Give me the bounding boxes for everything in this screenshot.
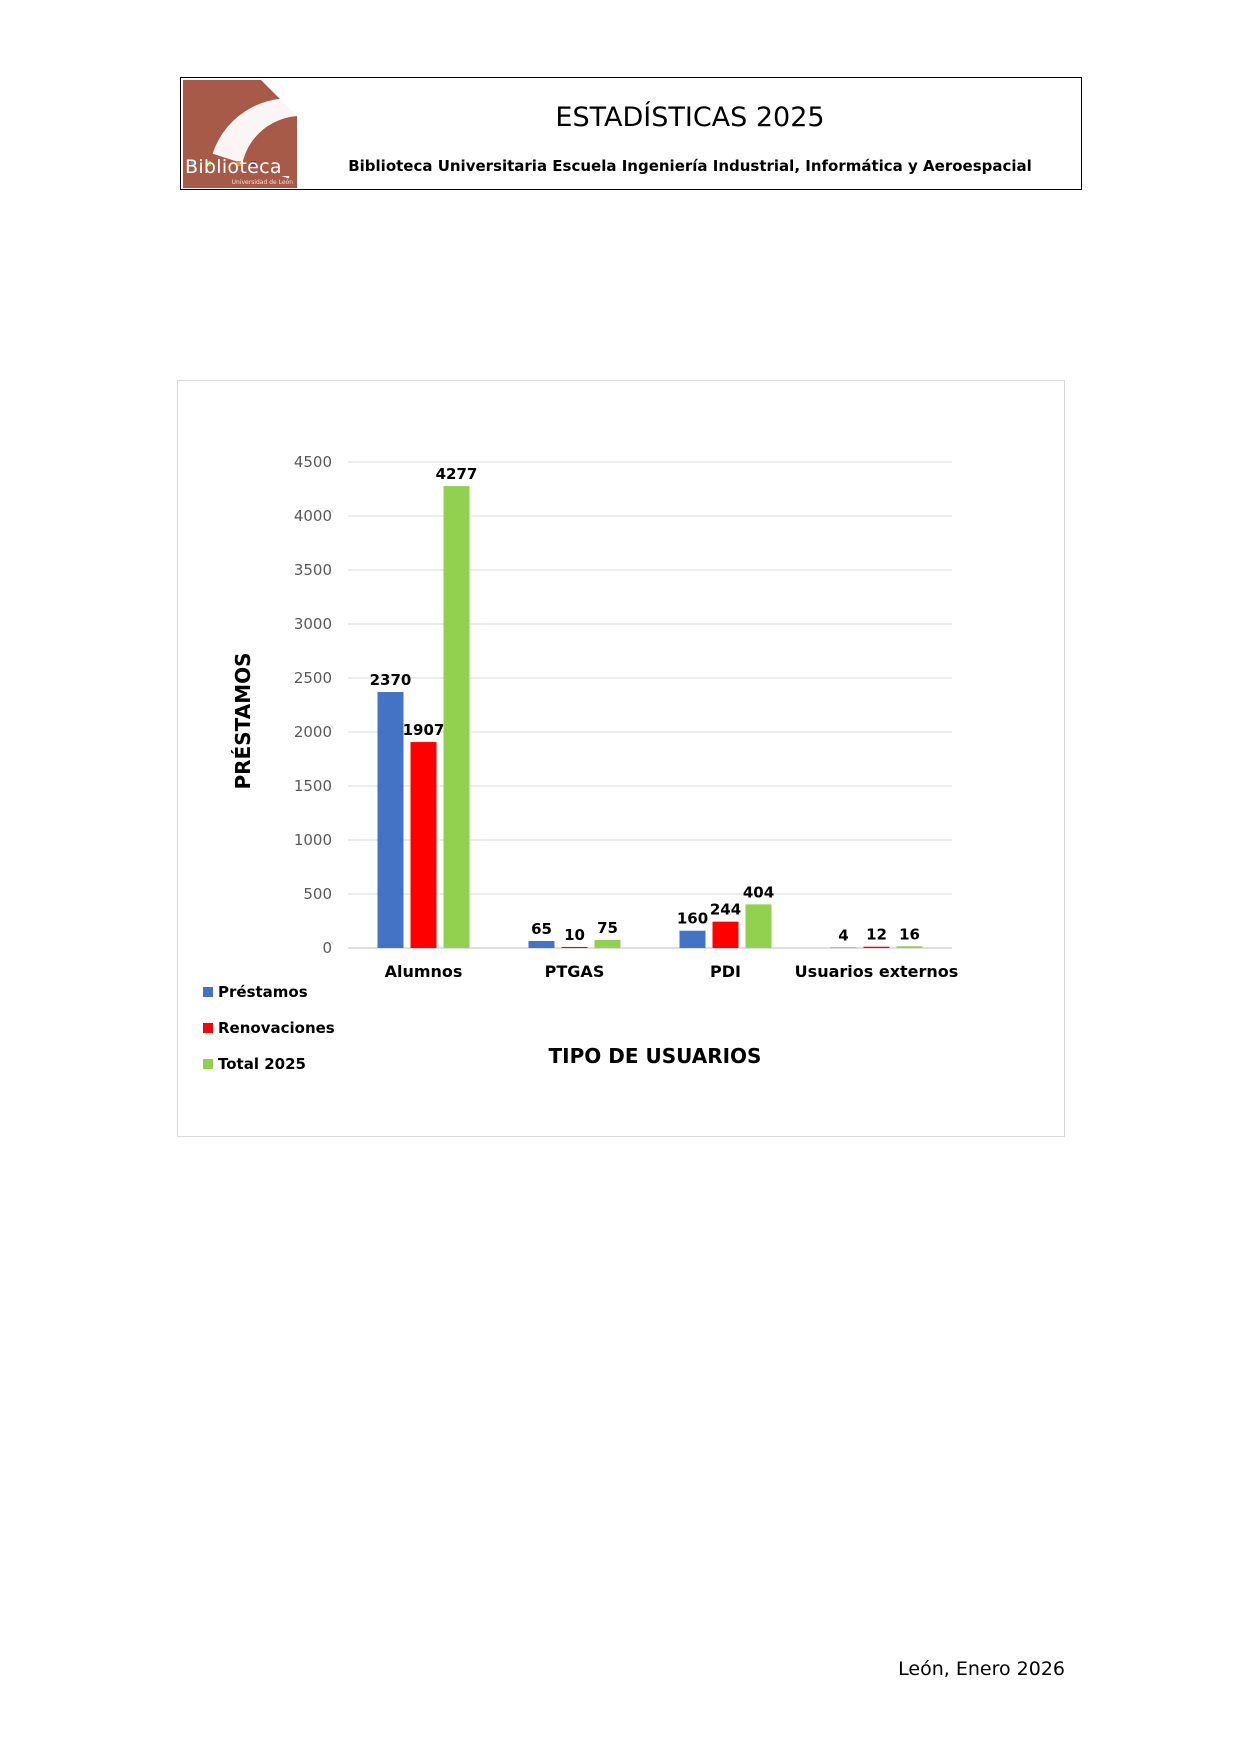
y-tick-label: 3000 xyxy=(293,615,332,633)
data-label: 65 xyxy=(531,919,552,938)
gridlines xyxy=(348,462,952,948)
bar xyxy=(680,931,706,948)
bar-chart xyxy=(178,381,1064,1136)
legend-swatch xyxy=(203,1059,213,1069)
legend xyxy=(203,983,335,1073)
y-tick-label: 500 xyxy=(303,885,332,903)
y-tick-label: 2500 xyxy=(293,669,332,687)
data-label: 12 xyxy=(866,925,887,944)
legend-label: Préstamos xyxy=(218,983,308,1001)
legend-swatch xyxy=(203,1023,213,1033)
x-axis-label: TIPO DE USUARIOS xyxy=(548,1044,762,1068)
page-header xyxy=(180,77,1082,190)
bar xyxy=(595,940,621,948)
bar xyxy=(378,692,404,948)
bar xyxy=(444,486,470,948)
page-subtitle: Biblioteca Universitaria Escuela Ingeniería Industrial, Informática y Aeroespacial xyxy=(348,157,1032,175)
y-tick-label: 4500 xyxy=(293,453,332,471)
data-label: 16 xyxy=(899,925,920,944)
bar xyxy=(897,946,923,948)
x-tick-label: Alumnos xyxy=(384,962,463,981)
data-label: 1907 xyxy=(402,721,445,740)
y-tick-label: 2000 xyxy=(293,723,332,741)
bar xyxy=(562,947,588,948)
y-tick-label: 0 xyxy=(322,939,332,957)
bar xyxy=(713,922,739,948)
legend-label: Total 2025 xyxy=(218,1055,306,1073)
page-title: ESTADÍSTICAS 2025 xyxy=(555,102,825,133)
data-label: 244 xyxy=(709,900,742,919)
bar xyxy=(411,742,437,948)
data-label: 160 xyxy=(676,909,709,928)
y-tick-label: 1500 xyxy=(293,777,332,795)
y-tick-label: 1000 xyxy=(293,831,332,849)
y-tick-labels xyxy=(294,453,332,957)
bar xyxy=(529,941,555,948)
y-tick-label: 4000 xyxy=(293,507,332,525)
data-label: 10 xyxy=(564,925,585,944)
bar xyxy=(864,947,890,948)
y-tick-label: 3500 xyxy=(293,561,332,579)
logo-word: Biblioteca xyxy=(185,156,282,178)
data-label: 4 xyxy=(838,926,849,945)
x-tick-labels xyxy=(385,962,959,981)
data-label: 75 xyxy=(597,918,618,937)
data-label: 2370 xyxy=(369,671,412,690)
legend-label: Renovaciones xyxy=(218,1019,335,1037)
chart-container xyxy=(177,380,1065,1137)
data-label: 404 xyxy=(742,883,775,902)
footer-date: León, Enero 2026 xyxy=(898,1658,1065,1680)
bars xyxy=(378,486,923,948)
biblioteca-logo xyxy=(183,80,297,188)
bar xyxy=(831,948,857,949)
data-label: 4277 xyxy=(435,465,478,484)
x-tick-label: Usuarios externos xyxy=(794,962,959,981)
logo-subtext: Universidad de León xyxy=(231,179,293,186)
y-axis-label: PRÉSTAMOS xyxy=(231,652,255,790)
bar xyxy=(746,904,772,948)
x-tick-label: PTGAS xyxy=(544,962,605,981)
legend-swatch xyxy=(203,987,213,997)
x-tick-label: PDI xyxy=(710,962,741,981)
